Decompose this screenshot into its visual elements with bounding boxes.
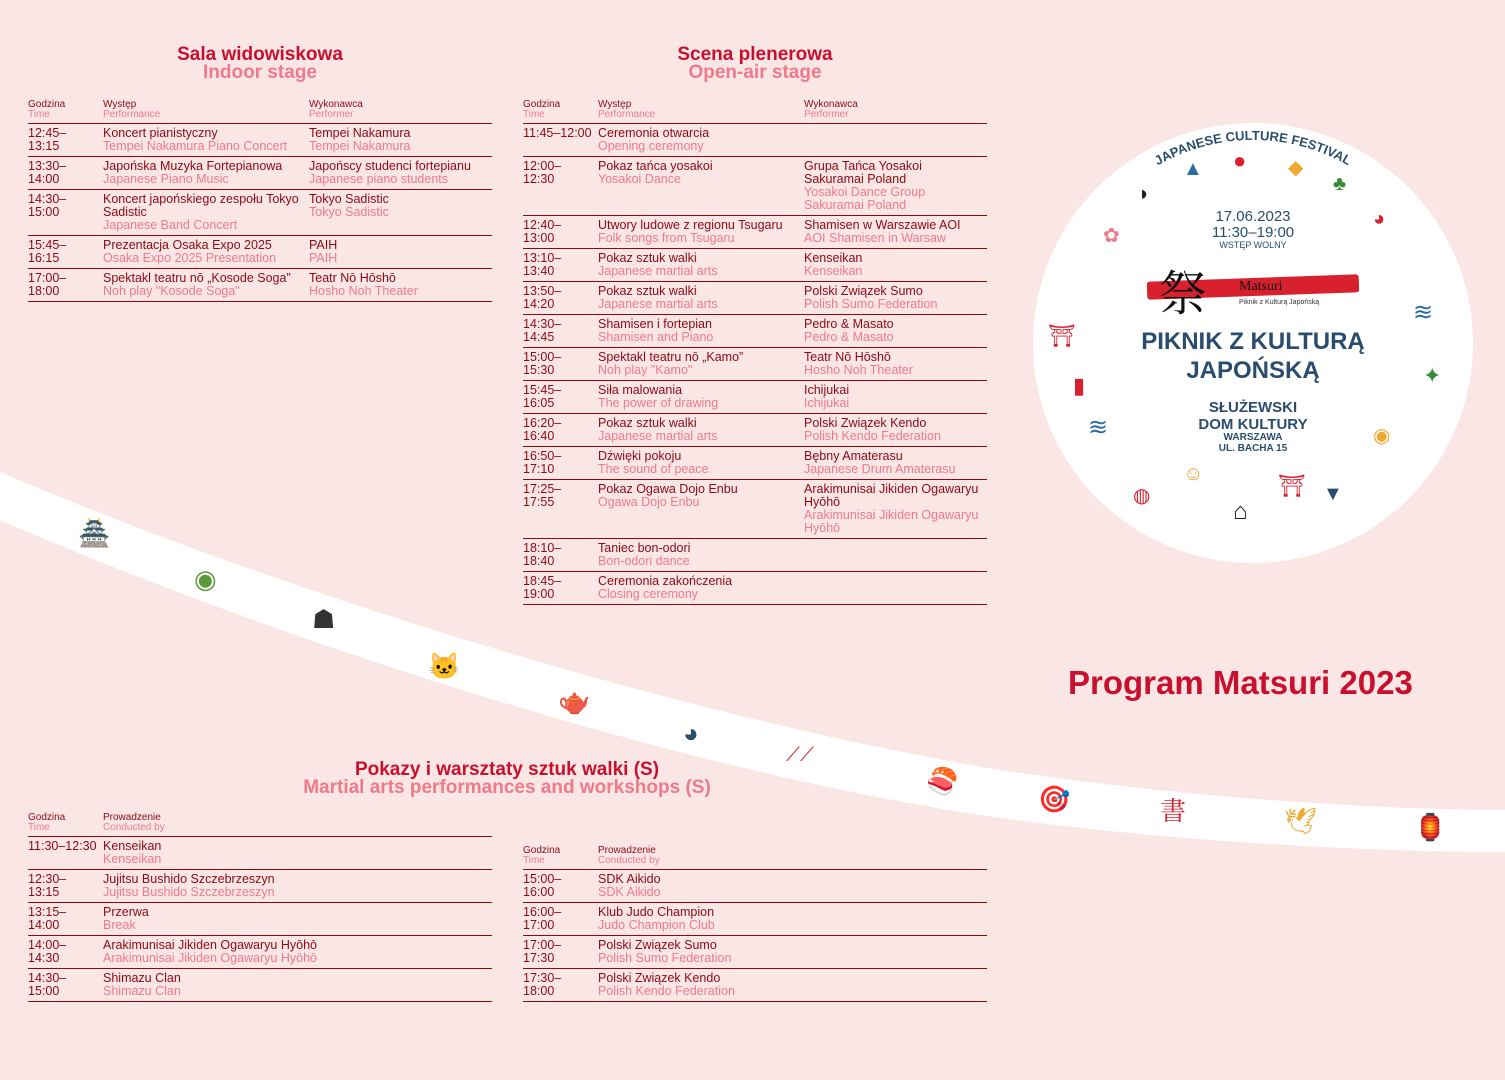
performer-cell <box>309 190 492 236</box>
performance-pl: Pokaz Ogawa Dojo Enbu <box>598 482 738 496</box>
time-cell: 17:00–17:30 <box>523 936 598 969</box>
time-cell: 13:10–13:40 <box>523 249 598 282</box>
time-header: Godzina Time <box>28 100 103 124</box>
conducted-by-cell <box>103 969 492 1002</box>
performer-header: Wykonawca Performer <box>309 100 492 124</box>
performance-en: Japanese Band Concert <box>103 218 238 232</box>
svg-text:JAPANESE CULTURE FESTIVAL: JAPANESE CULTURE FESTIVAL <box>1151 127 1355 169</box>
conducted-by-en: Judo Champion Club <box>598 918 715 932</box>
performer-en: Polish Sumo Federation <box>804 297 938 311</box>
performer-pl: Bębny Amaterasu <box>804 449 903 463</box>
performer-cell <box>309 236 492 269</box>
origami-crane-icon: 🕊 <box>1284 806 1318 836</box>
openair-title-pl: Scena plenerowa <box>677 44 833 65</box>
performer-en: Yosakoi Dance Group Sakuramai Poland <box>804 185 926 212</box>
teapot-icon: 🫖 <box>558 686 591 716</box>
sushi-icon: 🍣 <box>926 766 959 796</box>
performance-en: Closing ceremony <box>598 587 699 601</box>
time-cell: 15:45–16:15 <box>28 236 103 269</box>
table-row <box>28 903 492 936</box>
time-cell: 11:45–12:00 <box>523 124 598 157</box>
performance-en: Japanese martial arts <box>598 297 718 311</box>
performer-en: Hosho Noh Theater <box>309 284 418 298</box>
performer-en: AOI Shamisen in Warsaw <box>804 231 946 245</box>
table-header-row <box>28 813 492 837</box>
poster-headline-2: JAPOŃSKĄ <box>1186 357 1320 384</box>
table-row <box>523 447 987 480</box>
brand-name: Matsuri <box>1239 279 1283 294</box>
performance-pl: Pokaz sztuk walki <box>598 251 697 265</box>
conducted-by-pl: Kenseikan <box>103 839 162 853</box>
geisha-icon: ◕ <box>683 718 699 748</box>
conducted-by-pl: SDK Aikido <box>598 872 661 886</box>
conducted-by-en: Polish Kendo Federation <box>598 984 735 998</box>
indoor-title-en: Indoor stage <box>202 62 317 83</box>
performance-en: Noh play "Kosode Soga" <box>103 284 240 298</box>
performer-en: Japanese piano students <box>309 172 448 186</box>
poster-entry: WSTĘP WOLNY <box>1219 240 1287 250</box>
table-row <box>28 837 492 870</box>
brand-subtitle: Piknik z Kulturą Japońską <box>1239 299 1320 306</box>
performance-cell <box>598 249 804 282</box>
performer-cell <box>804 480 987 539</box>
mask-icon: ◍ <box>1133 485 1151 507</box>
table-row <box>28 936 492 969</box>
pagoda-icon: 🏯 <box>78 518 111 548</box>
time-cell: 14:30–15:00 <box>28 190 103 236</box>
performer-pl: PAIH <box>309 238 338 252</box>
performance-en: Japanese martial arts <box>598 264 718 278</box>
performance-en: Opening ceremony <box>598 139 704 153</box>
performer-pl: Tokyo Sadistic <box>309 192 389 206</box>
table-row <box>28 124 492 157</box>
martial-left-table <box>28 813 492 1002</box>
performance-cell <box>598 381 804 414</box>
openair-stage-title <box>523 46 987 82</box>
performance-cell <box>598 315 804 348</box>
buddha-icon: ☗ <box>312 604 336 634</box>
performer-en: Tempei Nakamura <box>309 139 411 153</box>
performance-pl: Pokaz sztuk walki <box>598 416 697 430</box>
fan-icon: ◗ <box>1138 183 1151 205</box>
poster-hours: 11:30–19:00 <box>1211 224 1295 241</box>
table-row <box>28 236 492 269</box>
fuji-icon: ▲ <box>1183 158 1203 180</box>
performance-cell <box>598 414 804 447</box>
time-cell: 13:50–14:20 <box>523 282 598 315</box>
martial-title-en: Martial arts performances and workshops (S) <box>303 777 711 798</box>
conducted-by-pl: Arakimunisai Jikiden Ogawaryu Hyōhō <box>103 938 317 952</box>
performance-pl: Ceremonia zakończenia <box>598 574 733 588</box>
conducted-by-en: SDK Aikido <box>598 885 661 899</box>
performance-pl: Koncert japońskiego zespołu Tokyo Sadistic <box>103 192 299 219</box>
performance-header: Występ Performance <box>103 100 309 124</box>
chopsticks-icon: ⟋⟋ <box>786 744 814 766</box>
conducted-by-pl: Jujitsu Bushido Szczebrzeszyn <box>103 872 275 886</box>
performer-cell <box>804 282 987 315</box>
conducted-by-en: Break <box>103 918 136 932</box>
table-row <box>523 936 987 969</box>
time-cell: 14:00–14:30 <box>28 936 103 969</box>
kimono-icon: ▼ <box>1323 483 1343 505</box>
performance-pl: Japońska Muzyka Fortepianowa <box>103 159 283 173</box>
performer-pl: Japońscy studenci fortepianu <box>309 159 471 173</box>
geisha-icon: ◕ <box>1373 208 1386 230</box>
performer-cell <box>309 157 492 190</box>
poster-city: WARSZAWA <box>1223 432 1283 443</box>
indoor-stage-title <box>28 46 492 82</box>
table-header-row <box>28 100 492 124</box>
performer-pl: Tempei Nakamura <box>309 126 411 140</box>
conducted-by-en: Arakimunisai Jikiden Ogawaryu Hyōhō <box>103 951 317 965</box>
table-row <box>523 249 987 282</box>
performer-cell <box>804 381 987 414</box>
table-row <box>28 190 492 236</box>
performer-cell <box>804 124 987 157</box>
performer-header: Wykonawca Performer <box>804 100 987 124</box>
time-cell: 17:25–17:55 <box>523 480 598 539</box>
martial-right-table <box>523 846 987 1002</box>
table-row <box>523 157 987 216</box>
conducted-by-cell <box>103 936 492 969</box>
table-row <box>28 870 492 903</box>
conducted-by-pl: Shimazu Clan <box>103 971 181 985</box>
time-cell: 14:30–14:45 <box>523 315 598 348</box>
performance-pl: Taniec bon-odori <box>598 541 691 555</box>
time-cell: 18:45–19:00 <box>523 572 598 605</box>
performer-en: Hosho Noh Theater <box>804 363 913 377</box>
performance-cell <box>598 480 804 539</box>
time-header: Godzina Time <box>523 846 598 870</box>
performance-en: Folk songs from Tsugaru <box>598 231 735 245</box>
performer-pl: Ichijukai <box>804 383 850 397</box>
conducted-by-en: Shimazu Clan <box>103 984 181 998</box>
performance-cell <box>598 572 804 605</box>
dragon-icon: ✦ <box>1423 363 1442 388</box>
performance-cell <box>598 157 804 216</box>
calligraphy-icon: 書 <box>1160 796 1187 826</box>
performance-en: Japanese martial arts <box>598 429 718 443</box>
performance-cell <box>598 447 804 480</box>
sushi-icon: ◉ <box>1373 425 1391 447</box>
time-cell: 16:20–16:40 <box>523 414 598 447</box>
table-header-row <box>523 846 987 870</box>
lantern-icon: ▮ <box>1073 373 1086 398</box>
performance-cell <box>103 236 309 269</box>
conducted-by-cell <box>598 903 987 936</box>
performance-pl: Siła malowania <box>598 383 683 397</box>
performance-cell <box>598 348 804 381</box>
performer-cell <box>804 216 987 249</box>
poster-venue-1: SŁUŻEWSKI <box>1208 399 1298 416</box>
poster-venue-2: DOM KULTURY <box>1198 416 1308 433</box>
performance-cell <box>598 216 804 249</box>
performer-en: PAIH <box>309 251 338 265</box>
performer-en: Ichijukai <box>804 396 850 410</box>
performance-pl: Shamisen i fortepian <box>598 317 712 331</box>
performer-cell <box>309 269 492 302</box>
performer-cell <box>804 414 987 447</box>
time-cell: 16:00–17:00 <box>523 903 598 936</box>
performance-en: Noh play "Kamo" <box>598 363 693 377</box>
time-cell: 13:15–14:00 <box>28 903 103 936</box>
martial-title-pl: Pokazy i warsztaty sztuk walki (S) <box>354 759 660 780</box>
time-cell: 17:30–18:00 <box>523 969 598 1002</box>
performer-pl: Shamisen w Warszawie AOI <box>804 218 961 232</box>
time-cell: 15:45–16:05 <box>523 381 598 414</box>
conducted-by-en: Polish Sumo Federation <box>598 951 732 965</box>
performance-cell <box>103 269 309 302</box>
lantern-icon: 🏮 <box>1414 812 1447 842</box>
performance-en: The sound of peace <box>598 462 709 476</box>
performance-pl: Spektakl teatru nō „Kosode Soga” <box>103 271 291 285</box>
wave-icon: ≋ <box>1088 414 1109 441</box>
indoor-title-pl: Sala widowiskowa <box>177 44 343 65</box>
performer-en: Polish Kendo Federation <box>804 429 941 443</box>
performer-en: Tokyo Sadistic <box>309 205 389 219</box>
time-cell: 13:30–14:00 <box>28 157 103 190</box>
indoor-schedule-table <box>28 100 492 302</box>
time-cell: 11:30–12:30 <box>28 837 103 870</box>
conducted-by-cell <box>598 870 987 903</box>
performance-pl: Utwory ludowe z regionu Tsugaru <box>598 218 783 232</box>
conducted-by-cell <box>103 903 492 936</box>
festival-poster <box>1033 123 1473 563</box>
martial-arts-title <box>28 761 986 797</box>
table-row <box>523 870 987 903</box>
performance-pl: Koncert pianistyczny <box>103 126 218 140</box>
time-cell: 14:30–15:00 <box>28 969 103 1002</box>
conducted-by-pl: Polski Związek Sumo <box>598 938 717 952</box>
performer-pl: Arakimunisai Jikiden Ogawaryu Hyōhō <box>804 482 979 509</box>
table-row <box>523 572 987 605</box>
table-row <box>28 969 492 1002</box>
torii-icon: ⛩ <box>1048 323 1076 348</box>
performance-en: Yosakoi Dance <box>598 172 681 186</box>
time-cell: 12:30–13:15 <box>28 870 103 903</box>
performance-en: Tempei Nakamura Piano Concert <box>103 139 288 153</box>
poster-headline-1: PIKNIK Z KULTURĄ <box>1141 328 1365 355</box>
time-cell: 12:45–13:15 <box>28 124 103 157</box>
time-cell: 15:00–16:00 <box>523 870 598 903</box>
performance-cell <box>598 124 804 157</box>
openair-schedule-table <box>523 100 987 605</box>
wave-icon: ≋ <box>1413 299 1434 326</box>
time-cell: 16:50–17:10 <box>523 447 598 480</box>
table-row <box>523 903 987 936</box>
performer-cell <box>804 348 987 381</box>
performance-cell <box>103 124 309 157</box>
conducted-by-pl: Przerwa <box>103 905 149 919</box>
performance-pl: Ceremonia otwarcia <box>598 126 710 140</box>
conducted-by-cell <box>598 969 987 1002</box>
conducted-by-en: Jujitsu Bushido Szczebrzeszyn <box>103 885 275 899</box>
conducted-by-en: Kenseikan <box>103 852 162 866</box>
performer-pl: Polski Związek Kendo <box>804 416 927 430</box>
performance-en: Shamisen and Piano <box>598 330 714 344</box>
table-row <box>523 315 987 348</box>
table-row <box>523 969 987 1002</box>
performer-en: Arakimunisai Jikiden Ogawaryu Hyōhō <box>804 508 979 535</box>
table-row <box>28 269 492 302</box>
table-header-row <box>523 100 987 124</box>
conducted-by-cell <box>598 936 987 969</box>
daruma-icon: ● <box>1233 148 1247 173</box>
conducted-by-header: Prowadzenie Conducted by <box>598 846 987 870</box>
performer-pl: Grupa Tańca Yosakoi Sakuramai Poland <box>804 159 922 186</box>
conducted-by-pl: Polski Związek Kendo <box>598 971 721 985</box>
performer-cell <box>309 124 492 157</box>
time-cell: 15:00–15:30 <box>523 348 598 381</box>
performance-pl: Dźwięki pokoju <box>598 449 682 463</box>
performer-en: Kenseikan <box>804 264 863 278</box>
performance-en: Japanese Piano Music <box>103 172 229 186</box>
uchiwa-fan-icon: ◉ <box>194 564 217 594</box>
performer-cell <box>804 447 987 480</box>
kendama-icon: 🎯 <box>1038 784 1071 814</box>
performer-pl: Pedro & Masato <box>804 317 894 331</box>
table-row <box>523 348 987 381</box>
performance-en: Bon-odori dance <box>598 554 690 568</box>
performer-cell <box>804 315 987 348</box>
table-row <box>523 282 987 315</box>
table-row <box>523 381 987 414</box>
maneki-neko-icon: ☺ <box>1183 463 1204 485</box>
performer-cell <box>804 157 987 216</box>
sakura-icon: ✿ <box>1103 225 1120 247</box>
poster-date: 17.06.2023 <box>1215 208 1291 225</box>
table-row <box>523 539 987 572</box>
performer-pl: Teatr Nō Hōshō <box>804 350 891 364</box>
koi-icon: ◆ <box>1288 157 1304 179</box>
performance-cell <box>598 282 804 315</box>
bonsai-icon: ♣ <box>1333 173 1347 195</box>
conducted-by-cell <box>103 870 492 903</box>
performer-cell <box>804 539 987 572</box>
conducted-by-cell <box>103 837 492 870</box>
performance-pl: Spektakl teatru nō „Kamo” <box>598 350 744 364</box>
time-cell: 18:10–18:40 <box>523 539 598 572</box>
performer-pl: Kenseikan <box>804 251 863 265</box>
performance-pl: Prezentacja Osaka Expo 2025 <box>103 238 272 252</box>
program-title: Program Matsuri 2023 <box>1068 664 1413 701</box>
performance-en: Osaka Expo 2025 Presentation <box>103 251 277 265</box>
performance-cell <box>598 539 804 572</box>
performance-cell <box>103 157 309 190</box>
performer-cell <box>804 572 987 605</box>
performer-pl: Polski Związek Sumo <box>804 284 923 298</box>
matsuri-kanji: 祭 <box>1159 266 1208 322</box>
table-row <box>523 216 987 249</box>
table-row <box>523 480 987 539</box>
poster-street: UL. BACHA 15 <box>1218 443 1288 454</box>
maneki-neko-icon: 🐱 <box>428 651 461 681</box>
conducted-by-header: Prowadzenie Conducted by <box>103 813 492 837</box>
time-header: Godzina Time <box>28 813 103 837</box>
pagoda-icon: ⛩ <box>1278 473 1306 498</box>
performance-cell <box>103 190 309 236</box>
performance-en: The power of drawing <box>598 396 719 410</box>
openair-title-en: Open-air stage <box>688 62 822 83</box>
performer-en: Pedro & Masato <box>804 330 894 344</box>
performer-pl: Teatr Nō Hōshō <box>309 271 396 285</box>
time-cell: 12:40–13:00 <box>523 216 598 249</box>
table-row <box>523 124 987 157</box>
time-header: Godzina Time <box>523 100 598 124</box>
time-cell: 17:00–18:00 <box>28 269 103 302</box>
castle-icon: ⌂ <box>1233 498 1248 525</box>
performance-pl: Pokaz tańca yosakoi <box>598 159 713 173</box>
conducted-by-pl: Klub Judo Champion <box>598 905 715 919</box>
table-row <box>28 157 492 190</box>
performance-en: Ogawa Dojo Enbu <box>598 495 700 509</box>
performer-en: Japanese Drum Amaterasu <box>804 462 956 476</box>
table-row <box>523 414 987 447</box>
performance-header: Występ Performance <box>598 100 804 124</box>
performance-pl: Pokaz sztuk walki <box>598 284 697 298</box>
performer-cell <box>804 249 987 282</box>
time-cell: 12:00–12:30 <box>523 157 598 216</box>
